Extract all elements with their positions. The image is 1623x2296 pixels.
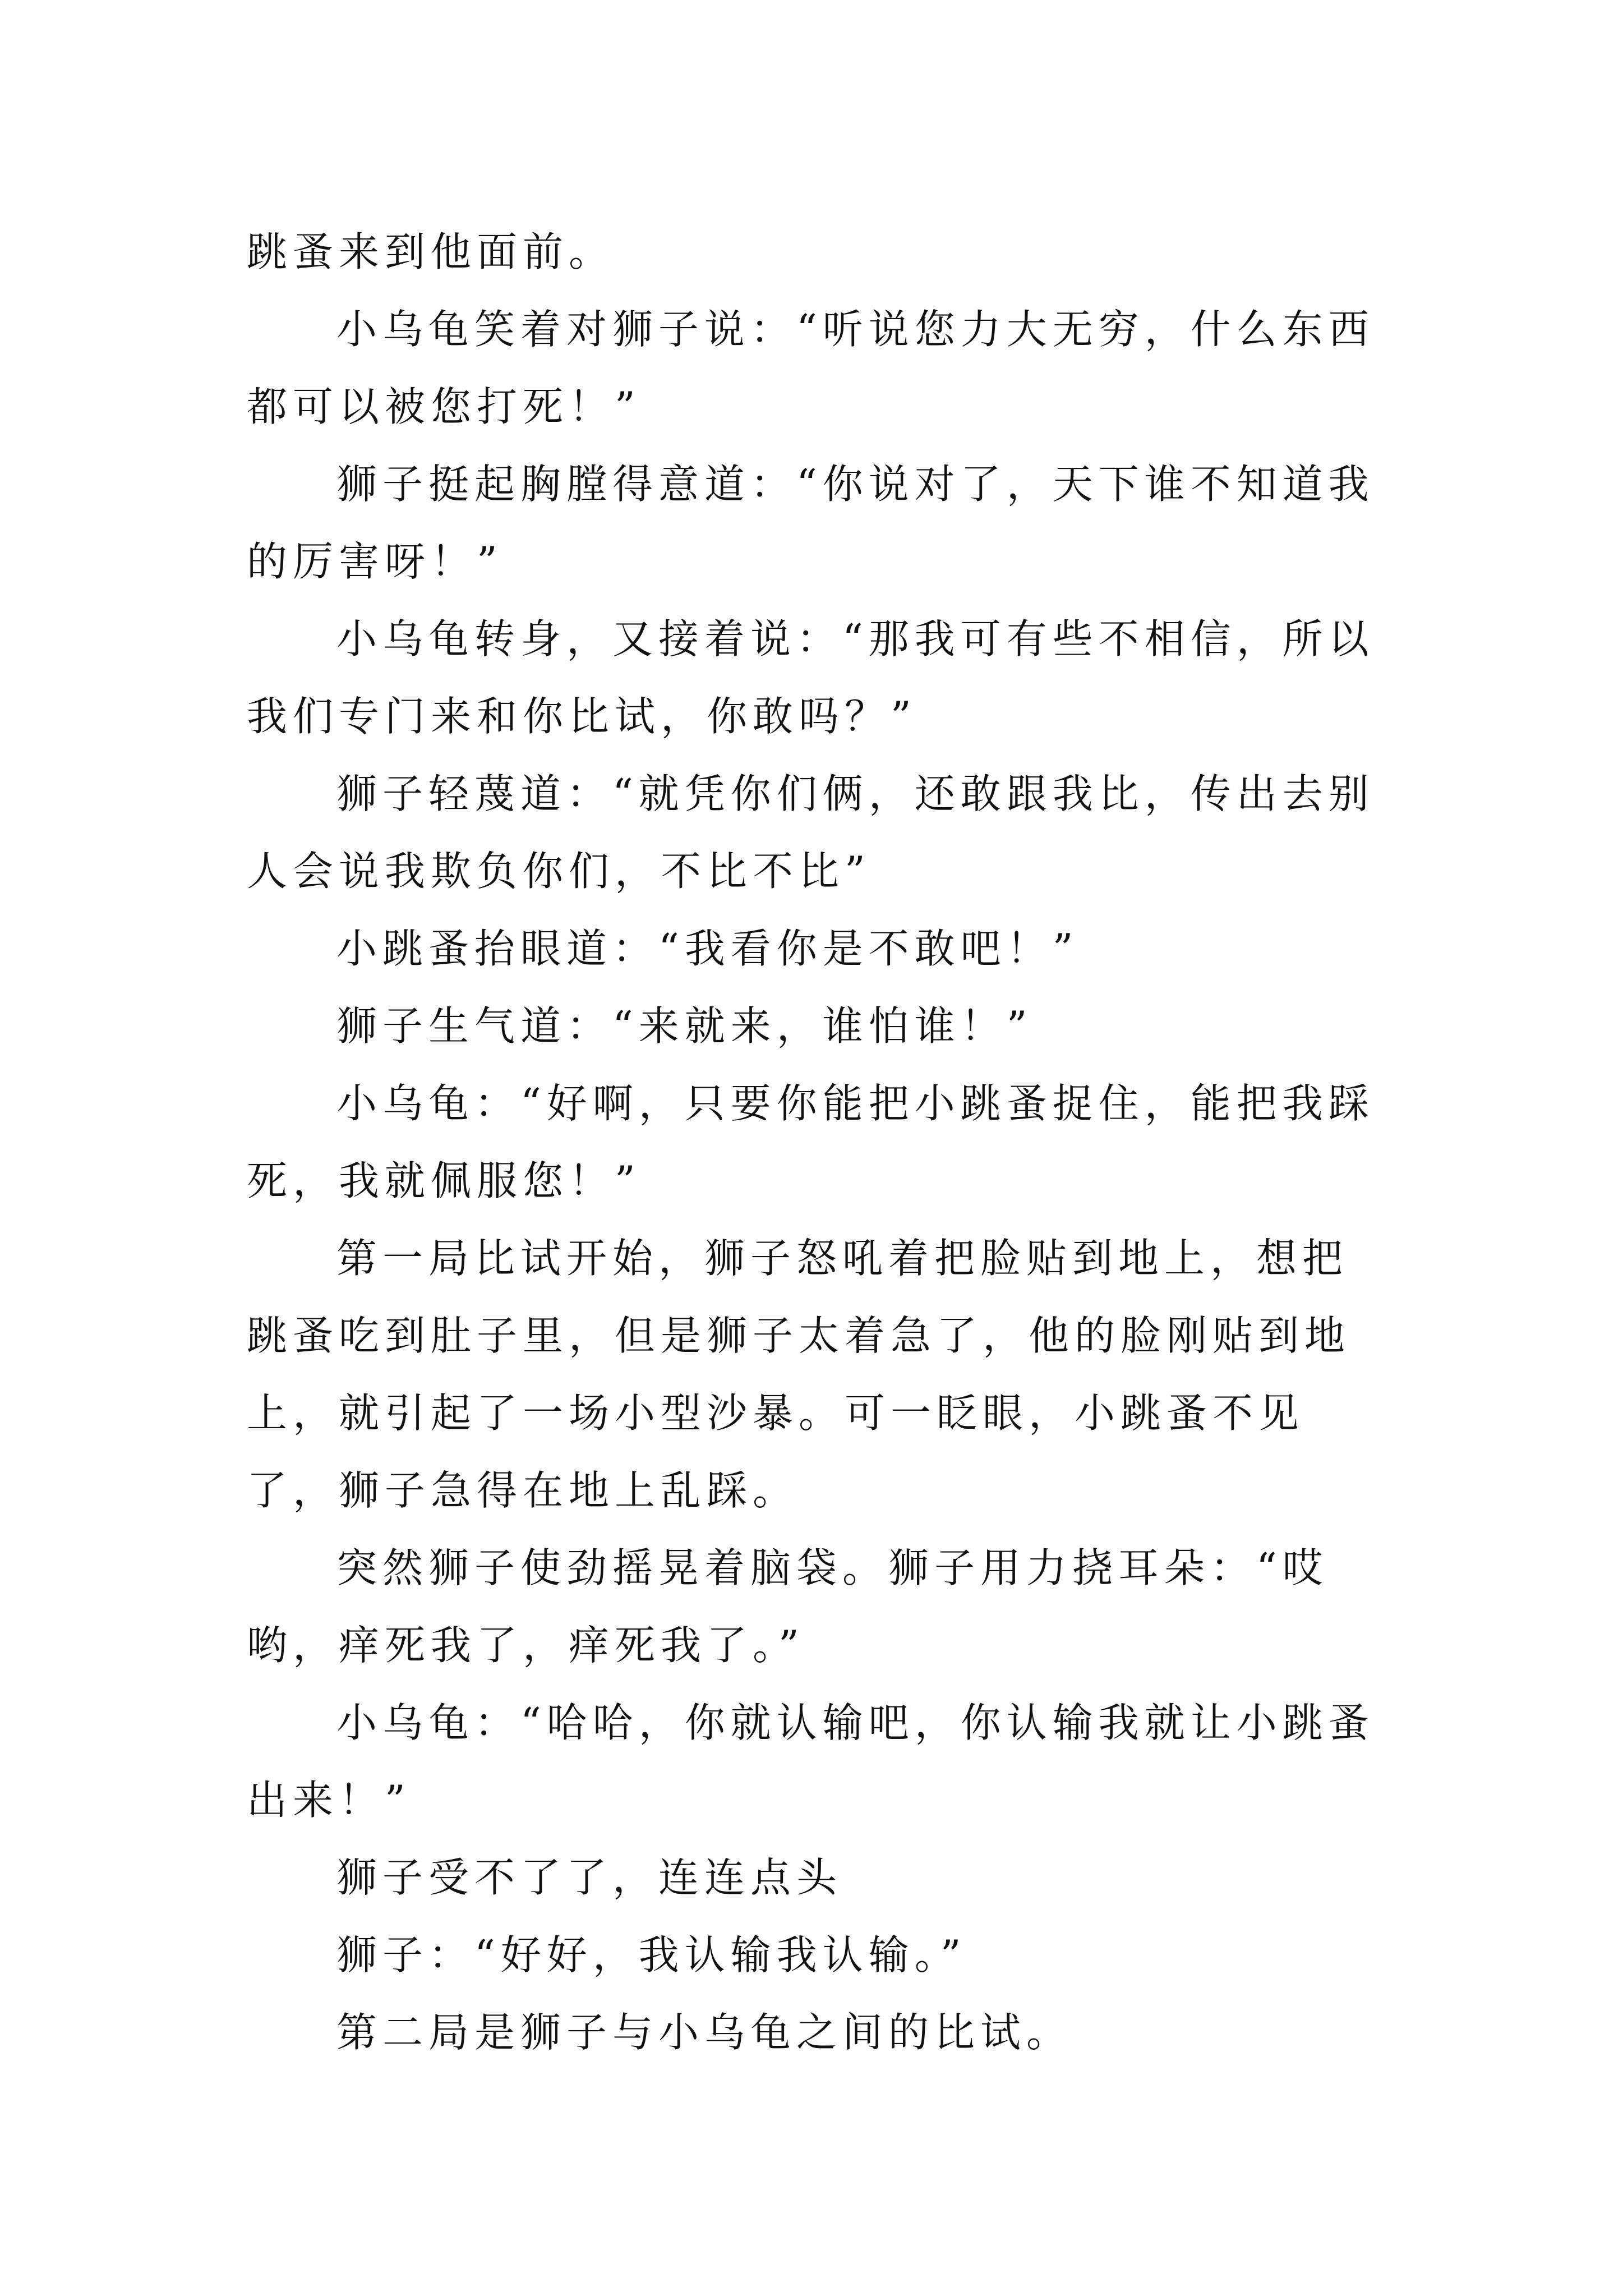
paragraph-5: 狮子轻蔑道：“就凭你们俩，还敢跟我比，传出去别人会说我欺负你们，不比不比” [247,770,1375,895]
paragraph-6: 小跳蚤抬眼道：“我看你是不敢吧！” [336,925,1079,972]
paragraph-8: 小乌龟：“好啊，只要你能把小跳蚤捉住，能把我踩死，我就佩服您！” [247,1080,1375,1204]
body-text [247,213,1385,2071]
paragraph-11: 小乌龟：“哈哈，你就认输吧，你认输我就让小跳蚤出来！” [247,1699,1375,1824]
paragraph-7: 狮子生气道：“来就来，谁怕谁！” [336,1002,1033,1050]
paragraph-9: 第一局比试开始，狮子怒吼着把脸贴到地上，想把跳蚤吃到肚子里，但是狮子太着急了，他的脸刚贴到地上，就引起了一场小型沙暴。可一眨眼，小跳蚤不见了，狮子急得在地上乱踩。 [247,1235,1351,1514]
paragraph-4: 小乌龟转身，又接着说：“那我可有些不相信，所以我们专门来和你比试，你敢吗？” [247,615,1375,740]
paragraph-2: 小乌龟笑着对狮子说：“听说您力大无穷，什么东西都可以被您打死！” [247,306,1375,430]
paragraph-10: 突然狮子使劲摇晃着脑袋。狮子用力挠耳朵：“哎哟，痒死我了，痒死我了。” [247,1544,1329,1669]
paragraph-14: 第二局是狮子与小乌龟之间的比试。 [336,2009,1073,2056]
paragraph-1: 跳蚤来到他面前。 [247,228,615,275]
paragraph-3: 狮子挺起胸膛得意道：“你说对了，天下谁不知道我的厉害呀！” [247,461,1375,585]
paragraph-13: 狮子：“好好，我认输我认输。” [336,1931,967,1978]
paragraph-12: 狮子受不了了，连连点头 [336,1854,843,1901]
